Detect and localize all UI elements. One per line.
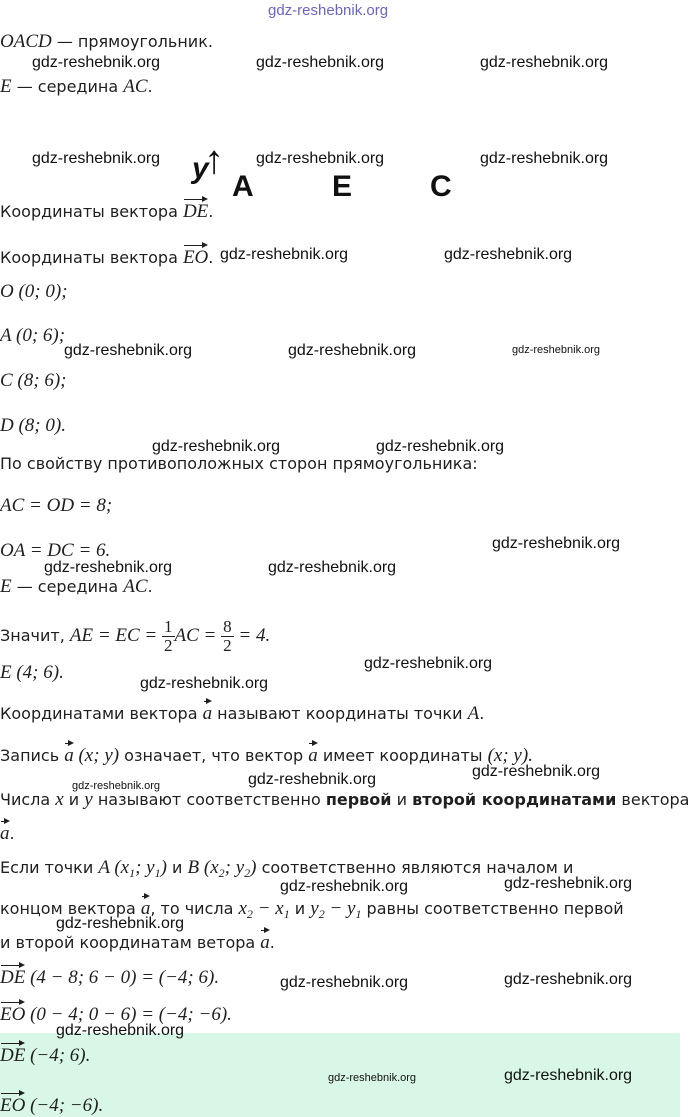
definition-notation: Запись a (x; y) означает, что вектор a имеет координаты (x; y).: [0, 740, 533, 766]
watermark: gdz-reshebnik.org: [376, 438, 505, 455]
watermark: gdz-reshebnik.org: [492, 535, 621, 552]
point-o: O (0; 0);: [0, 281, 68, 302]
coord-vector-de: Координаты вектора DE.: [0, 196, 213, 222]
fraction-eight-half: $\frac{8}{2}$: [223, 617, 232, 655]
equation-ae: Значит, AE = EC = $\frac{1}{2}$ AC = $\frac{8}{2}$ = 4.: [0, 617, 271, 655]
definition-names: Числа x и y называют соответственно первой и второй координатами вектора: [0, 789, 689, 810]
calc-de: DE (4 − 8; 6 − 0) = (−4; 6).: [0, 962, 219, 988]
answer-de: DE (−4; 6).: [0, 1040, 90, 1066]
rule-line-2: концом вектора a, то числа $x_2 - x_1$ и $y_2 - y_1$ равны соответственно первой: [0, 893, 624, 924]
watermark: gdz-reshebnik.org: [268, 559, 397, 576]
watermark: gdz-reshebnik.org: [472, 763, 601, 780]
watermark: gdz-reshebnik.org: [32, 54, 161, 71]
watermark: gdz-reshebnik.org: [152, 438, 281, 455]
watermark: gdz-reshebnik.org: [140, 675, 269, 692]
watermark: gdz-reshebnik.org: [504, 971, 633, 988]
given-rectangle: OACD — прямоугольник.: [0, 31, 213, 52]
equation-ac-od: AC = OD = 8;: [0, 495, 113, 516]
watermark: gdz-reshebnik.org: [288, 342, 417, 359]
watermark: gdz-reshebnik.org: [56, 1022, 185, 1039]
watermark: gdz-reshebnik.org: [328, 1072, 417, 1084]
watermark: gdz-reshebnik.org: [44, 559, 173, 576]
given-midpoint: E — середина AC.: [0, 76, 153, 97]
definition-names-vector: a.: [0, 818, 15, 844]
fraction-one-half: $\frac{1}{2}$: [164, 617, 173, 655]
watermark: gdz-reshebnik.org: [32, 150, 161, 167]
watermark: gdz-reshebnik.org: [480, 54, 609, 71]
point-a: A (0; 6);: [0, 325, 66, 346]
point-c: C (8; 6);: [0, 370, 67, 391]
rule-line-3: и второй координатам ветора a.: [0, 927, 275, 953]
watermark: gdz-reshebnik.org: [512, 344, 601, 356]
watermark: gdz-reshebnik.org: [64, 342, 193, 359]
answer-eo: EO (−4; −6).: [0, 1090, 103, 1116]
watermark: gdz-reshebnik.org: [248, 771, 377, 788]
rule-line-1: Если точки A ($x_1$; $y_1$) и B ($x_2$; $y_2$) соответственно являются началом и: [0, 857, 574, 881]
watermark: gdz-reshebnik.org: [480, 150, 609, 167]
watermark: gdz-reshebnik.org: [256, 54, 385, 71]
calc-eo: EO (0 − 4; 0 − 6) = (−4; −6).: [0, 999, 232, 1025]
watermark: gdz-reshebnik.org: [280, 974, 409, 991]
equation-oa-dc: OA = DC = 6.: [0, 540, 111, 561]
point-d: D (8; 0).: [0, 415, 66, 436]
point-e: E (4; 6).: [0, 662, 64, 683]
midpoint-repeat: E — середина AC.: [0, 576, 153, 597]
watermark: gdz-reshebnik.org: [72, 780, 161, 792]
property-text: По свойству противоположных сторон прямоугольника:: [0, 454, 478, 473]
watermark: gdz-reshebnik.org: [256, 150, 385, 167]
watermark: gdz-reshebnik.org: [56, 915, 185, 932]
definition-coords: Координатами вектора a называют координаты точки A.: [0, 698, 484, 724]
watermark: gdz-reshebnik.org: [444, 246, 573, 263]
watermark-top: gdz-reshebnik.org: [268, 2, 389, 19]
watermark: gdz-reshebnik.org: [504, 1067, 633, 1084]
figure-fragment: y ↑ A E C: [192, 138, 452, 203]
watermark: gdz-reshebnik.org: [280, 878, 409, 895]
watermark: gdz-reshebnik.org: [504, 875, 633, 892]
watermark: gdz-reshebnik.org: [220, 246, 349, 263]
watermark: gdz-reshebnik.org: [364, 655, 493, 672]
coord-vector-eo: Координаты вектора EO.: [0, 242, 213, 268]
